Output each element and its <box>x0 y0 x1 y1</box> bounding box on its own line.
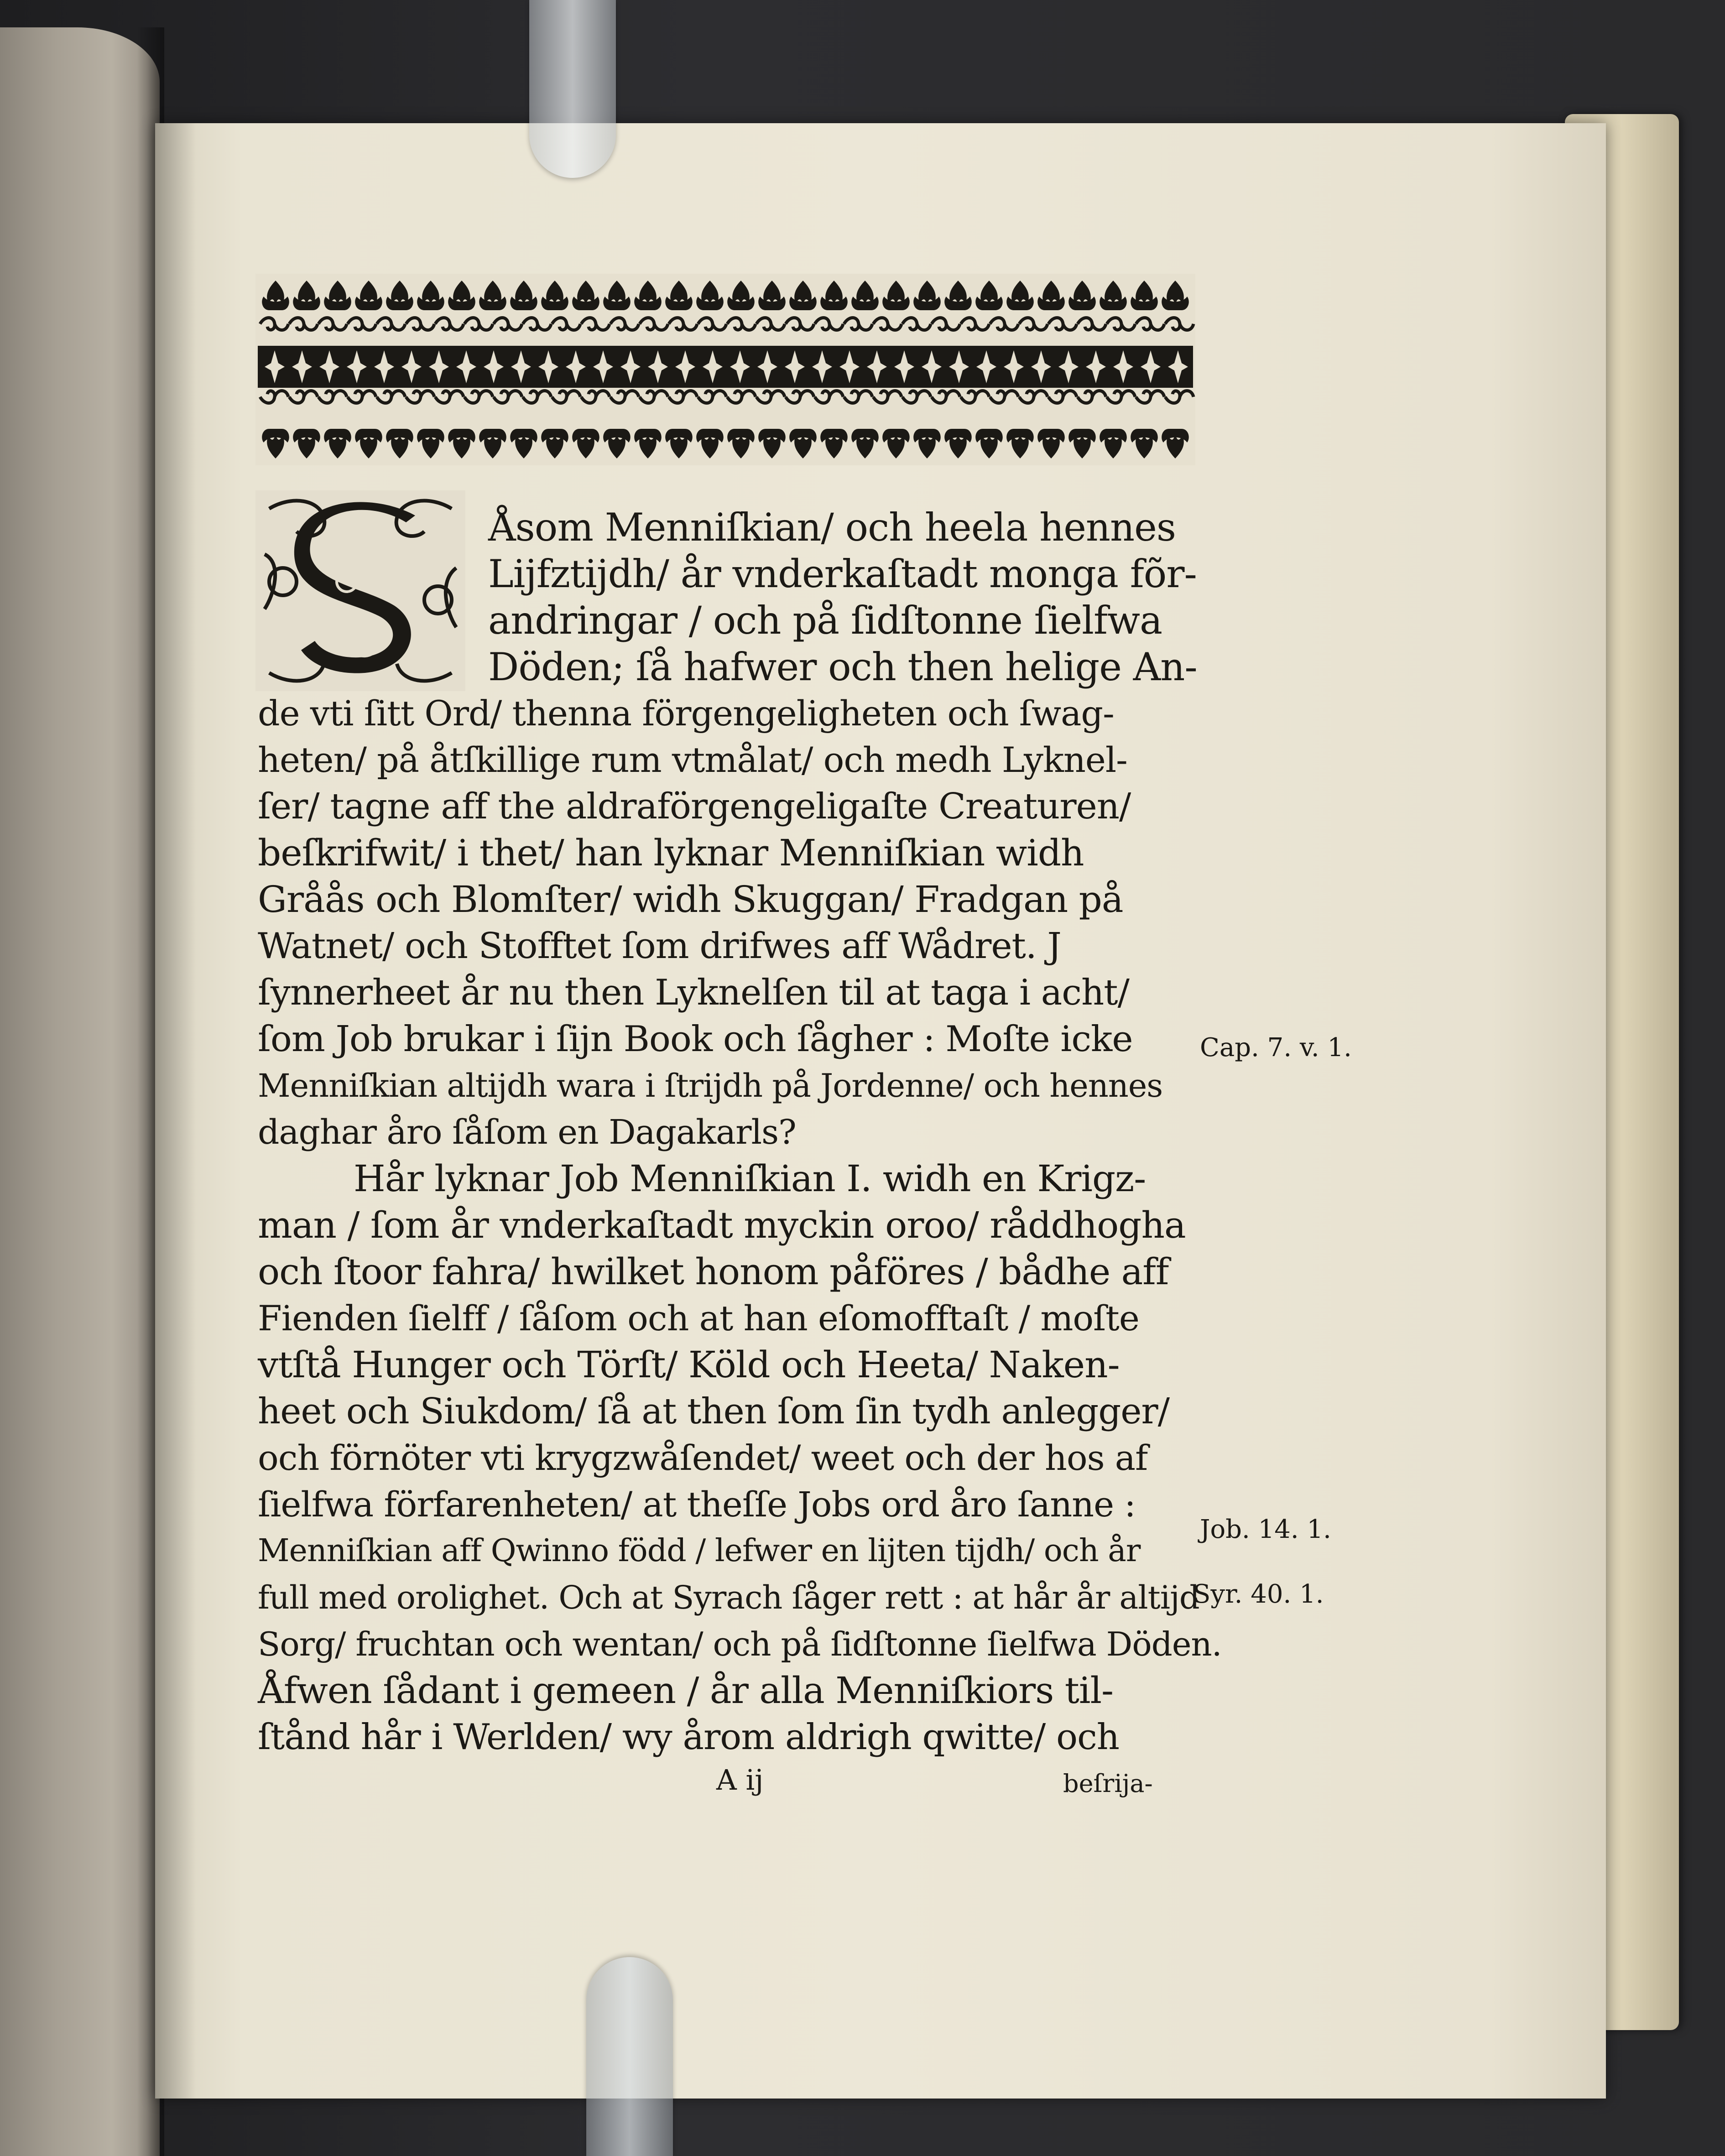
ornament-fleuron <box>789 429 817 458</box>
text-line: ſielfwa förfarenheten/ at theſſe Jobs ord åro ſanne : <box>258 1484 1136 1525</box>
ornament-fleuron <box>820 281 848 310</box>
ornament-fleuron <box>417 429 444 458</box>
margin-note: Job. 14. 1. <box>1200 1515 1331 1544</box>
ornament-fleuron <box>479 429 506 458</box>
ornament-fleuron <box>1068 281 1096 310</box>
ornament-scroll <box>1107 318 1135 330</box>
ornament-fleuron <box>1162 281 1189 310</box>
ornament-scroll <box>406 318 434 330</box>
ornament-scroll <box>902 391 931 403</box>
ornament-fleuron <box>696 429 724 458</box>
ornament-fleuron <box>355 281 382 310</box>
text-line: och ſtoor fahra/ hwilket honom påföres / bådhe aff <box>258 1250 1169 1293</box>
ornament-scroll <box>1019 318 1048 330</box>
ornament-scroll <box>1165 391 1193 403</box>
ornament-scroll <box>1136 318 1164 330</box>
margin-note: Cap. 7. v. 1. <box>1200 1033 1352 1062</box>
ornament-scroll <box>844 318 872 330</box>
ornament-fleuron <box>634 281 662 310</box>
ornament-fleuron <box>975 281 1003 310</box>
ornament-scroll <box>289 318 318 330</box>
text-line: Åsom Menniſkian/ och heela hennes <box>488 505 1176 550</box>
ornament-scroll <box>698 318 726 330</box>
ornament-scroll <box>727 391 756 403</box>
ornament-scroll <box>377 318 405 330</box>
ornament-fleuron <box>944 429 972 458</box>
ornament-fleuron <box>293 281 320 310</box>
ornament-scroll <box>464 391 493 403</box>
text-line: Döden; ſå hafwer och then helige An- <box>488 645 1197 689</box>
ornament-fleuron <box>1037 429 1065 458</box>
ornament-scroll <box>727 318 756 330</box>
ornament-fleuron <box>820 429 848 458</box>
ornament-fleuron <box>510 429 537 458</box>
ornament-scroll <box>932 391 960 403</box>
ornament-fleuron <box>944 281 972 310</box>
text-line: Gråås och Blomſter/ widh Skuggan/ Fradgan på <box>258 878 1123 921</box>
ornament-fleuron <box>479 281 506 310</box>
text-line: full med orolighet. Och at Syrach ſåger rett : at hår år altijd <box>258 1579 1199 1616</box>
page-clip-top <box>529 0 616 178</box>
signature-mark: A ij <box>716 1763 764 1797</box>
ornament-scroll <box>610 318 639 330</box>
ornament-scroll <box>756 391 785 403</box>
ornament-fleuron <box>541 281 568 310</box>
ornament-scroll <box>786 391 814 403</box>
ornament-scroll <box>815 318 843 330</box>
ornament-scroll <box>348 391 376 403</box>
ornament-scroll <box>844 391 872 403</box>
text-line: vtſtå Hunger och Törſt/ Köld och Heeta/ Naken- <box>258 1344 1120 1386</box>
ornament-fleuron <box>1006 281 1034 310</box>
ornament-scroll <box>640 318 668 330</box>
ornament-scroll <box>289 391 318 403</box>
ornament-fleuron <box>603 429 631 458</box>
ornament-scroll <box>377 391 405 403</box>
ornament-scroll <box>932 318 960 330</box>
ornament-fleuron <box>851 281 879 310</box>
ornament-scroll <box>873 391 902 403</box>
ornament-fleuron <box>1006 429 1034 458</box>
ornament-scroll <box>1165 318 1193 330</box>
ornament-scroll <box>435 391 464 403</box>
text-line: Lijfztijdh/ år vnderkaſtadt monga fõr- <box>488 552 1197 596</box>
text-line: Watnet/ och Stofftet ſom drifwes aff Wådret. J <box>258 926 1061 967</box>
ornament-scroll <box>756 318 785 330</box>
page-clip-bottom <box>586 1957 673 2156</box>
text-line: Sorg/ fruchtan och wentan/ och på ſidſtonne ſielfwa Döden. <box>258 1625 1222 1663</box>
text-line: Åfwen ſådant i gemeen / år alla Menniſkiors til- <box>258 1669 1114 1712</box>
text-line: beſkrifwit/ i thet/ han lyknar Menniſkian widh <box>258 832 1084 874</box>
ornament-scroll <box>902 318 931 330</box>
ornament-scroll <box>523 318 551 330</box>
text-line: man / ſom år vnderkaſtadt myckin oroo/ råddhogha <box>258 1204 1186 1246</box>
ornament-scroll <box>698 391 726 403</box>
decorated-initial-s <box>255 490 465 691</box>
ornament-fleuron <box>1131 429 1158 458</box>
ornament-scroll <box>318 318 347 330</box>
ornament-fleuron <box>727 429 755 458</box>
text-line: andringar / och på ſidſtonne ſielfwa <box>488 598 1162 643</box>
ornament-fleuron <box>386 281 413 310</box>
text-line: de vti ſitt Ord/ thenna förgengeligheten och ſwag- <box>258 693 1114 734</box>
ornament-fleuron <box>975 429 1003 458</box>
ornament-scroll <box>990 391 1018 403</box>
ornament-scroll <box>610 391 639 403</box>
ornament-fleuron <box>1100 429 1127 458</box>
ornament-scroll <box>581 391 610 403</box>
ornament-fleuron <box>913 281 941 310</box>
ornament-fleuron <box>1068 429 1096 458</box>
ornament-fleuron <box>851 429 879 458</box>
ornament-scroll <box>873 318 902 330</box>
text-line: ſom Job brukar i ſijn Book och ſågher : Moſte icke <box>258 1019 1133 1060</box>
ornament-fleuron <box>727 281 755 310</box>
ornament-scroll <box>348 318 376 330</box>
text-line: Menniſkian aff Qwinno född / lefwer en lijten tijdh/ och år <box>258 1533 1141 1569</box>
ornament-scroll <box>494 318 522 330</box>
ornament-scroll <box>260 391 288 403</box>
ornament-fleuron <box>758 281 786 310</box>
ornament-scroll <box>669 318 697 330</box>
ornament-fleuron <box>1100 281 1127 310</box>
ornament-fleuron <box>882 429 910 458</box>
ornament-scroll <box>318 391 347 403</box>
text-line: heten/ på åtſkillige rum vtmålat/ och medh Lyknel- <box>258 739 1127 780</box>
text-line: Menniſkian altijdh wara i ſtrijdh på Jordenne/ och hennes <box>258 1067 1163 1104</box>
ornament-scroll <box>552 391 580 403</box>
ornament-scroll <box>961 391 989 403</box>
text-line: och förnöter vti krygzwåſendet/ weet och der hos af <box>258 1437 1148 1478</box>
text-line: daghar åro ſåſom en Dagakarls? <box>258 1113 796 1152</box>
ornament-fleuron <box>417 281 444 310</box>
ornament-scroll <box>786 318 814 330</box>
ornament-fleuron <box>572 429 599 458</box>
page-fold-shadow <box>155 123 196 2099</box>
ornament-fleuron <box>262 281 289 310</box>
ornament-fleuron <box>386 429 413 458</box>
ornament-fleuron <box>882 281 910 310</box>
ornament-fleuron <box>1131 281 1158 310</box>
ornament-scroll <box>1048 318 1077 330</box>
ornament-fleuron <box>448 429 475 458</box>
ornament-fleuron <box>1162 429 1189 458</box>
ornament-scroll <box>435 318 464 330</box>
ornament-scroll <box>1078 391 1106 403</box>
ornament-fleuron <box>696 281 724 310</box>
ornament-scroll <box>581 318 610 330</box>
ornament-scroll <box>640 391 668 403</box>
ornament-fleuron <box>355 429 382 458</box>
ornament-fleuron <box>293 429 320 458</box>
ornament-scroll <box>1019 391 1048 403</box>
ornament-fleuron <box>448 281 475 310</box>
ornament-scroll <box>1107 391 1135 403</box>
ornament-fleuron <box>758 429 786 458</box>
ornament-fleuron <box>665 281 693 310</box>
ornament-fleuron <box>913 429 941 458</box>
ornament-fleuron <box>634 429 662 458</box>
ornament-fleuron <box>603 281 631 310</box>
ornament-fleuron <box>541 429 568 458</box>
margin-note: Syr. 40. 1. <box>1193 1579 1324 1609</box>
ornament-fleuron <box>572 281 599 310</box>
ornament-scroll <box>961 318 989 330</box>
ornament-fleuron <box>262 429 289 458</box>
text-line: Hår lyknar Job Menniſkian I. widh en Krigz- <box>354 1157 1146 1200</box>
ornament-scroll <box>669 391 697 403</box>
text-line: ſer/ tagne aff the aldraförgengeligaſte Creaturen/ <box>258 786 1131 827</box>
ornament-scroll <box>990 318 1018 330</box>
ornament-cross-band <box>258 346 1193 388</box>
ornament-fleuron <box>665 429 693 458</box>
text-line: ſynnerheet år nu then Lyknelſen til at taga i acht/ <box>258 972 1129 1013</box>
ornament-scroll <box>1136 391 1164 403</box>
text-line: heet och Siukdom/ ſå at then ſom ſin tydh anlegger/ <box>258 1391 1169 1432</box>
text-line: ſtånd hår i Werlden/ wy årom aldrigh qwitte/ och <box>258 1717 1119 1758</box>
ornament-scroll <box>1078 318 1106 330</box>
ornament-scroll <box>815 391 843 403</box>
ornament-scroll <box>552 318 580 330</box>
catchword: beſrija- <box>1063 1769 1153 1798</box>
previous-page-edge <box>0 27 160 2156</box>
ornament-fleuron <box>789 281 817 310</box>
ornament-scroll <box>1048 391 1077 403</box>
ornament-fleuron <box>324 429 351 458</box>
ornament-fleuron <box>324 281 351 310</box>
ornament-scroll <box>494 391 522 403</box>
text-line: Fienden ſielff / ſåſom och at han eſomofftaſt / moſte <box>258 1298 1139 1338</box>
ornamental-headpiece <box>255 274 1195 465</box>
ornament-fleuron <box>510 281 537 310</box>
ornament-fleuron <box>1037 281 1065 310</box>
ornament-scroll <box>260 318 288 330</box>
ornament-scroll <box>464 318 493 330</box>
ornament-scroll <box>523 391 551 403</box>
ornament-scroll <box>406 391 434 403</box>
